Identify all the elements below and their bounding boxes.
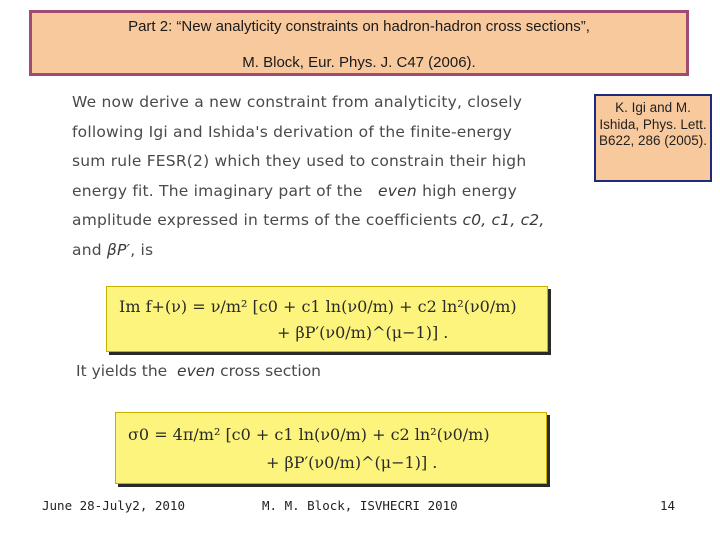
page-number: 14 [660,498,676,513]
body-paragraph [72,88,584,266]
equation-2-box [115,412,547,484]
body-line-4-start: energy fit. The imaginary part of the [72,181,363,200]
mid-suffix: cross section [220,362,322,380]
body-line-6-start: and [72,240,102,259]
beta-symbol: βP′ [106,240,131,259]
mid-even-word: even [177,362,216,380]
title-line-2: M. Block, Eur. Phys. J. C47 (2006). [242,54,476,71]
body-line-3: sum rule FESR(2) which they used to constrain their high [72,152,527,171]
mid-prefix: It yields the [76,362,168,380]
equation-1-line-1: Im f+(ν) = ν/m² [c0 + c1 ln(ν0/m) + c2 ln²(ν0/m) [119,297,517,316]
footer-date: June 28-July2, 2010 [42,498,185,513]
title-box [29,10,689,76]
body-line-6-tail: , is [130,240,154,259]
body-line-4-tail: high energy [422,181,517,200]
reference-text: K. Igi and M. Ishida, Phys. Lett. B622, 286 (2005). [598,100,708,148]
equation-2-line-2: + βP′(ν0/m)^(μ−1)] . [266,453,438,472]
body-line-2: following Igi and Ishida's derivation of the finite-energy [72,122,512,141]
body-line-4 [72,177,584,207]
coefficients: c0, c1, c2, [462,211,545,230]
equation-1-line-2: + βP′(ν0/m)^(μ−1)] . [277,323,449,342]
body-line-5-start: amplitude expressed in terms of the coefficients [72,211,458,230]
footer-author: M. M. Block, ISVHECRI 2010 [262,498,458,513]
equation-1-box [106,286,548,352]
reference-box [594,94,712,182]
equation-2-line-1: σ0 = 4π/m² [c0 + c1 ln(ν0/m) + c2 ln²(ν0/m) [128,425,490,444]
body-line-6 [72,236,584,266]
even-word: even [378,181,417,200]
body-line-1: We now derive a new constraint from analyticity, closely [72,93,523,111]
title-line-1: Part 2: “New analyticity constraints on hadron-hadron cross sections”, [128,18,590,35]
mid-text [76,362,321,380]
body-line-5 [72,206,584,236]
